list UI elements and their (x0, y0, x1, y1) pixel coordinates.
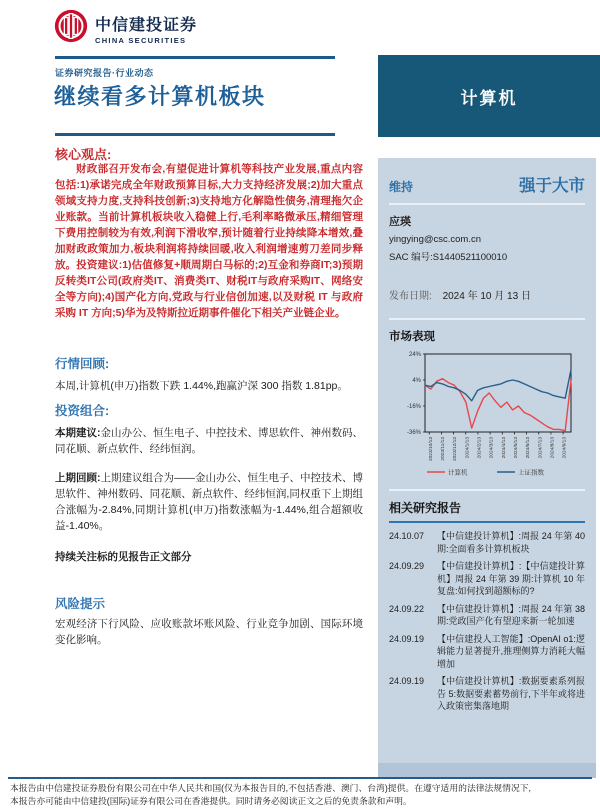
portfolio-current-body: 金山办公、恒生电子、中控技术、博思软件、神州数码、同花顺、新点软件、经纬恒润。 (55, 427, 363, 455)
industry-banner (378, 55, 600, 137)
portfolio-current (55, 425, 363, 457)
related-reports-list (389, 530, 585, 713)
svg-text:2024/3/13: 2024/3/13 (489, 437, 495, 459)
svg-text:2024/6/13: 2024/6/13 (526, 437, 532, 459)
svg-text:计算机: 计算机 (448, 469, 468, 477)
portfolio-current-label: 本期建议: (55, 427, 101, 439)
svg-text:2024/8/13: 2024/8/13 (550, 437, 556, 459)
report-date: 24.10.07 (389, 531, 425, 541)
sidebar-divider (389, 489, 585, 491)
report-item[interactable] (389, 603, 585, 628)
sidebar-divider (389, 203, 585, 205)
report-item[interactable] (389, 633, 585, 671)
core-view-heading: 核心观点: (55, 147, 112, 162)
header-divider-top (55, 56, 335, 59)
brand-name-en: CHINA SECURITIES (95, 36, 187, 45)
publish-date-row (389, 287, 585, 302)
csc-logo-icon (54, 9, 88, 48)
header-divider-bottom (55, 133, 335, 136)
risk-paragraph: 宏观经济下行风险、应收账款坏账风险、行业竞争加剧、国际环境变化影响。 (55, 618, 363, 646)
svg-text:2024/5/13: 2024/5/13 (513, 437, 519, 459)
report-date: 24.09.29 (389, 561, 425, 571)
sidebar-divider (389, 318, 585, 320)
report-item[interactable] (389, 530, 585, 555)
analyst-email[interactable]: yingying@csc.com.cn (389, 234, 482, 245)
svg-text:-16%: -16% (406, 404, 421, 410)
svg-text:2023/11/13: 2023/11/13 (440, 437, 446, 461)
info-sidebar (378, 158, 596, 763)
report-title-text: 【中信建投计算机】:周报 24 年第 38 期:党政国产化有望迎来新一轮加速 (437, 603, 585, 626)
core-view-paragraph: 财政部召开发布会,有望促进计算机等科技产业发展,重点内容包括:1)承诺完成全年财政预算目标,大力支持经济发展;2)加大重点领域支持力度,支持科技创新;3)支持地方化解隐性债务,清理拖欠企业账款。当前计算机板块收入稳健上行,毛利率略微承压,精细管理下费用控制较为有效,利润下滑收窄,预计随着行业持续降本增效,叠加财政政策加力,板块利润将持续回暖,收入利润增速剪刀差同步释放。投资建议:1)估值修复+顺周期白马标的;2)互金和券商IT;3)预期反转类IT公司(政府类IT、消费类IT、财税IT与政府采购IT、网络安全等方向);4)国产化方向,党政与行业信创加速,以及财税 IT 与政府采购 IT 方向;5)华为及特斯拉近期事件催化下相关产业链企业。 (55, 163, 363, 319)
report-date: 24.09.22 (389, 603, 425, 614)
report-title-text: 【中信建投人工智能】:OpenAI o1:逻辑能力显著提升,推理侧算力消耗大幅增加 (437, 633, 585, 669)
related-reports-heading: 相关研究报告 (389, 501, 462, 515)
rating-level: 强于大市 (519, 177, 585, 195)
svg-text:2024/9/13: 2024/9/13 (562, 437, 568, 459)
svg-text:2023/12/13: 2023/12/13 (453, 437, 459, 462)
market-performance-chart (389, 348, 585, 482)
svg-text:24%: 24% (408, 352, 421, 358)
industry-name: 计算机 (460, 88, 518, 108)
report-date: 24.09.19 (389, 676, 425, 686)
report-type-label: 证券研究报告·行业动态 (55, 68, 154, 78)
brand (54, 9, 197, 48)
svg-text:2024/4/13: 2024/4/13 (501, 437, 507, 459)
svg-text:2024/2/13: 2024/2/13 (477, 437, 483, 459)
report-title-text: 【中信建投计算机】:数据要素系列报告 5:数据要素蓄势前行,下半年或将进入政策密集落地期 (437, 676, 585, 711)
related-reports-rule (389, 521, 585, 523)
portfolio-heading: 投资组合: (55, 404, 110, 418)
report-title-text: 【中信建投计算机】:周报 24 年第 40 期:全面看多计算机板块 (437, 531, 585, 554)
analyst-name: 应瑛 (389, 216, 411, 228)
analyst-sac-number: SAC 编号:S1440521100010 (389, 252, 508, 263)
svg-text:2024/7/13: 2024/7/13 (538, 437, 544, 459)
disclaimer-line2: 本报告亦可能由中信建投(国际)证券有限公司在香港提供。同时请务必阅读正文之后的免责条款和声明。 (10, 796, 412, 806)
risk-heading: 风险提示 (55, 597, 106, 611)
report-item[interactable] (389, 560, 585, 598)
market-review-heading: 行情回顾: (55, 357, 110, 371)
footer-divider (8, 777, 592, 779)
disclaimer (10, 782, 594, 808)
svg-text:2024/1/13: 2024/1/13 (465, 437, 471, 459)
portfolio-note: 持续关注标的见报告正文部分 (55, 551, 192, 563)
report-item[interactable] (389, 675, 585, 713)
portfolio-previous-label: 上期回顾: (55, 472, 101, 484)
market-performance-heading: 市场表现 (389, 331, 435, 343)
publish-date-label: 发布日期: (389, 291, 432, 302)
sidebar-footer-band (378, 763, 596, 778)
report-date: 24.09.19 (389, 633, 425, 644)
svg-text:4%: 4% (412, 378, 421, 384)
svg-text:-36%: -36% (406, 430, 421, 436)
publish-date-value: 2024 年 10 月 13 日 (442, 291, 531, 302)
svg-text:上证指数: 上证指数 (518, 469, 544, 477)
market-review-paragraph: 本周,计算机(申万)指数下跌 1.44%,跑赢沪深 300 指数 1.81pp。 (55, 380, 348, 392)
portfolio-previous-body: 上期建议组合为——金山办公、恒生电子、中控技术、博思软件、神州数码、同花顺、新点软件、经纬恒润,同权重下上期组合涨幅为-2.84%,同期计算机(申万)指数涨幅为-1.44%,组合超额收益-1.40%。 (55, 472, 363, 532)
svg-text:2023/10/13: 2023/10/13 (428, 437, 434, 462)
report-title: 继续看多计算机板块 (54, 84, 266, 109)
brand-name-cn: 中信建投证券 (95, 17, 198, 34)
rating-row (389, 172, 585, 196)
portfolio-previous (55, 470, 363, 534)
report-title-text: 【中信建投计算机】:【中信建投计算机】周报 24 年第 39 期:计算机 10 年复盘:如何找到超额标的? (437, 561, 585, 596)
disclaimer-line1: 本报告由中信建投证券股份有限公司在中华人民共和国(仅为本报告目的,不包括香港、澳门、台湾)提供。在遵守适用的法律法规情况下, (10, 783, 531, 793)
rating-action: 维持 (389, 180, 414, 194)
